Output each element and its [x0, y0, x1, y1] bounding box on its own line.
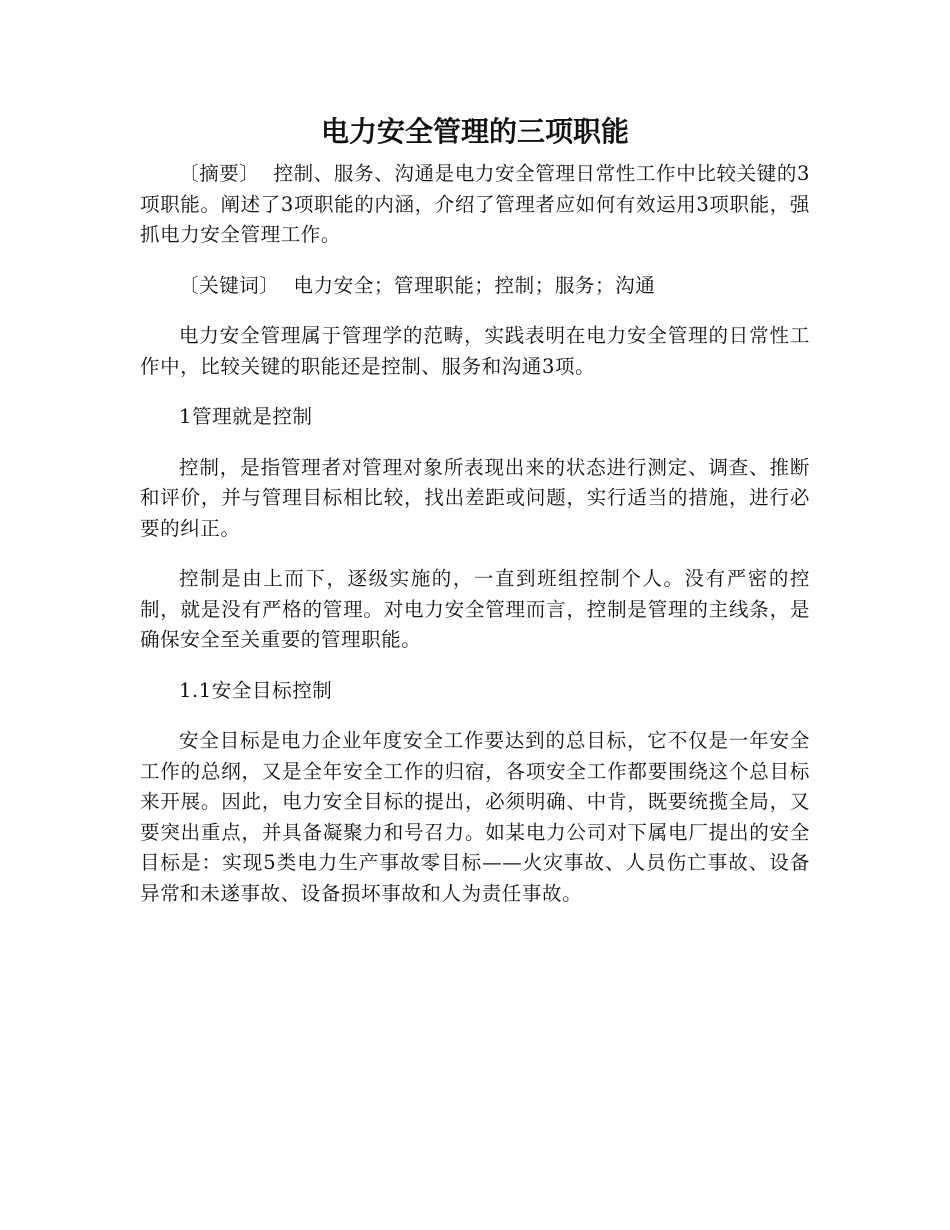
keywords-label: 〔关键词〕: [179, 273, 280, 297]
section-1-paragraph-2: 控制是由上而下，逐级实施的，一直到班组控制个人。没有严密的控制，就是没有严格的管理。对电力安全管理而言，控制是管理的主线条，是确保安全至关重要的管理职能。: [140, 567, 810, 651]
keywords-text: 电力安全；管理职能；控制；服务；沟通: [293, 273, 656, 297]
intro-paragraph: 电力安全管理属于管理学的范畴，实践表明在电力安全管理的日常性工作中，比较关键的职能还是控制、服务和沟通3项。: [140, 324, 810, 378]
section-1-heading: 1管理就是控制: [179, 405, 313, 428]
abstract-text: 控制、服务、沟通是电力安全管理日常性工作中比较关键的3项职能。阐述了3项职能的内涵，介绍了管理者应如何有效运用3项职能，强抓电力安全管理工作。: [140, 162, 810, 246]
section-1-1-heading: 1.1安全目标控制: [179, 678, 333, 702]
keywords-paragraph: [140, 271, 810, 302]
section-1-1-paragraph-1: 安全目标是电力企业年度安全工作要达到的总目标，它不仅是一年安全工作的总纲，又是全年安全工作的归宿，各项安全工作都要围绕这个总目标来开展。因此，电力安全目标的提出，必须明确、中肯，既要统揽全局，又要突出重点，并具备凝聚力和号召力。如某电力公司对下属电厂提出的安全目标是：实现5类电力生产事故零目标——火灾事故、人员伤亡事故、设备异常和未遂事故、设备损坏事故和人为责任事故。: [140, 729, 810, 905]
abstract-label: 〔摘要〕: [179, 162, 260, 185]
section-1-paragraph-1: 控制，是指管理者对管理对象所表现出来的状态进行测定、调查、推断和评价，并与管理目标相比较，找出差距或问题，实行适当的措施，进行必要的纠正。: [140, 455, 810, 540]
abstract-paragraph: [140, 159, 810, 251]
document-title: 电力安全管理的三项职能: [320, 115, 629, 148]
document-page: [140, 112, 810, 929]
